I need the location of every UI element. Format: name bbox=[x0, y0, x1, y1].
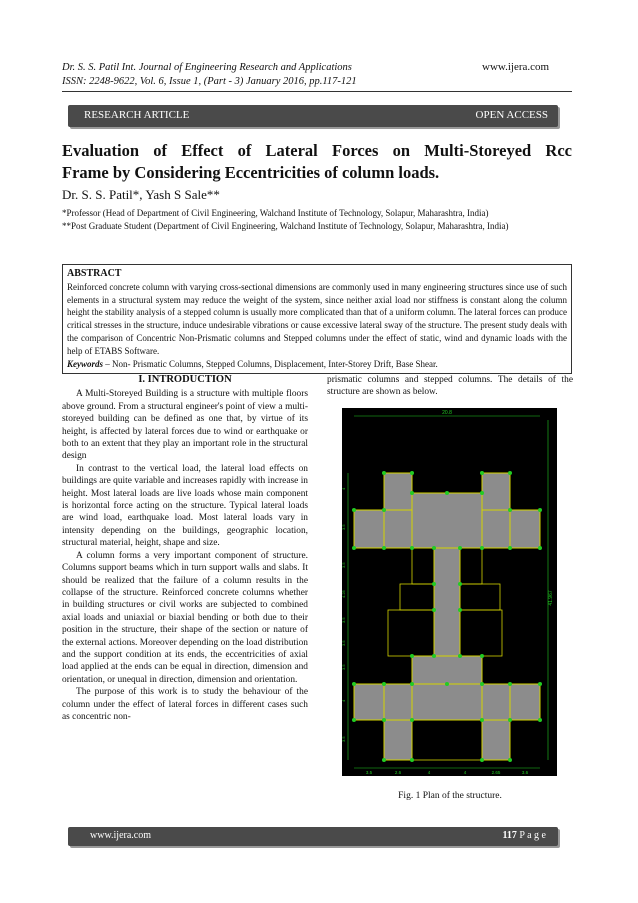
title-line-2: Frame by Considering Eccentricities of column loads. bbox=[62, 163, 440, 182]
dim-left-6: 3.5 bbox=[341, 640, 346, 646]
dim-bottom-1: 3.5 bbox=[365, 770, 373, 775]
open-access-label: OPEN ACCESS bbox=[475, 109, 548, 121]
right-column-text bbox=[327, 374, 573, 399]
page-footer bbox=[68, 827, 558, 846]
footer-website: www.ijera.com bbox=[90, 830, 151, 841]
right-paragraph: prismatic columns and stepped columns. The details of the structure are shown as below. bbox=[327, 375, 573, 398]
article-type-band bbox=[68, 105, 558, 127]
left-column bbox=[62, 374, 308, 723]
header-rule bbox=[62, 91, 572, 92]
page-number-value: 117 bbox=[502, 830, 517, 841]
abstract-box bbox=[62, 264, 572, 374]
dim-bottom-4: 4 bbox=[463, 770, 467, 775]
paper-title bbox=[62, 140, 572, 184]
journal-line-1: Dr. S. S. Patil Int. Journal of Engineering Research and Applications bbox=[62, 62, 352, 73]
section-heading-introduction: I. INTRODUCTION bbox=[138, 374, 232, 385]
keywords-line bbox=[67, 358, 567, 371]
keywords-text: – Non- Prismatic Columns, Stepped Columns, Displacement, Inter-Storey Drift, Base Shear. bbox=[103, 358, 438, 369]
authors: Dr. S. S. Patil*, Yash S Sale** bbox=[62, 187, 220, 202]
dim-left-5: 3.5 bbox=[341, 617, 346, 623]
intro-paragraph-2: In contrast to the vertical load, the lateral load effects on buildings are quite variable and increases rapidly with increase in height. Most lateral loads are live loads whose main component is horizontal force acting on the structure. Typical lateral loads are wind load, earthquake load. Most lateral loads vary in intensity depending on the buildings, geographic location, structural material, height, shape and size. bbox=[62, 463, 308, 549]
keywords-label: Keywords bbox=[67, 358, 103, 369]
title-line-1: Evaluation of Effect of Lateral Forces on Multi-Storeyed Rcc bbox=[62, 141, 572, 160]
intro-paragraph-1: A Multi-Storeyed Building is a structure with multiple floors above ground. From a structural engineer's point of view a multi-storeyed building can be defined as one that, by virtue of its height, is affected by lateral forces due to wind or earthquake or both to an extent that they play an important role in the structural design bbox=[62, 389, 308, 462]
page-word: P a g e bbox=[516, 830, 546, 841]
dim-left-1: 4 bbox=[341, 487, 346, 490]
dim-left-3: 3.5 bbox=[341, 562, 346, 568]
abstract-text: Reinforced concrete column with varying cross-sectional dimensions are commonly used in many engineering structures since use of such elements in a structural system may reduce the weight of the system, since neither axial load nor stiffness is constant along the column height the stability analysis of a stepped column is usually more complicated than that of a uniform column. The lateral forces can produce critical stresses in the structure, induce undesirable vibrations or cause excessive lateral sway of the structure. The present study deals with the comparison of Concentric Non-Prismatic columns and Stepped columns under the effect of static, wind and dynamic loads with the help of ETABS Software. bbox=[67, 281, 567, 356]
dim-bottom-6: 3.6 bbox=[521, 770, 529, 775]
dim-left-8: 4 bbox=[341, 699, 346, 702]
dim-bottom-3: 4 bbox=[427, 770, 431, 775]
header-website: www.ijera.com bbox=[482, 61, 550, 73]
dim-bottom-2: 2.6 bbox=[394, 770, 402, 775]
dim-bottom-5: 2.65 bbox=[491, 770, 501, 775]
dim-left-4: 4.25 bbox=[341, 590, 346, 598]
figure-caption: Fig. 1 Plan of the structure. bbox=[398, 791, 502, 801]
abstract-heading: ABSTRACT bbox=[67, 268, 122, 279]
journal-citation bbox=[62, 61, 452, 89]
affiliations bbox=[62, 207, 572, 232]
dim-right-label: 41.967 bbox=[548, 590, 554, 606]
intro-paragraph-3: A column forms a very important component of structure. Columns support beams which in turn support walls and slabs. It should be realized that the failure of a column results in the collapse of the structure. Reinforced concrete columns whether in building structures or civil works are subjected to combined axial loads and uniaxial or biaxial bending or both due to their position in the structure, their shape of the section or nature of the external actions. Moreover depending on the load distribution and the support condition at its ends, the eccentricities of axial load applied at the ends can be equal in direction, dimension and orientation, or unequal in direction, dimension and orientation. bbox=[62, 550, 308, 685]
page-number bbox=[502, 830, 546, 841]
dim-left-9: 3.5 bbox=[341, 736, 346, 742]
intro-paragraph-4: The purpose of this work is to study the behaviour of the column under the effect of lateral forces in different cases such as concentric non- bbox=[62, 687, 308, 722]
research-article-label: RESEARCH ARTICLE bbox=[84, 109, 190, 121]
dim-left-7: 3.5 bbox=[341, 664, 346, 670]
dim-top-label: 20.8 bbox=[442, 410, 452, 416]
affiliation-1: *Professor (Head of Department of Civil Engineering, Walchand Institute of Technology, Solapur, Maharashtra, India) bbox=[62, 208, 489, 218]
structure-plan-drawing bbox=[342, 408, 557, 776]
journal-line-2: ISSN: 2248-9622, Vol. 6, Issue 1, (Part - 3) January 2016, pp.117-121 bbox=[62, 76, 357, 87]
structure-plan-figure bbox=[342, 408, 557, 776]
affiliation-2: **Post Graduate Student (Department of Civil Engineering, Walchand Institute of Technology, Solapur, Maharashtra, India) bbox=[62, 220, 509, 231]
dim-left-2: 3.5 bbox=[341, 524, 346, 530]
